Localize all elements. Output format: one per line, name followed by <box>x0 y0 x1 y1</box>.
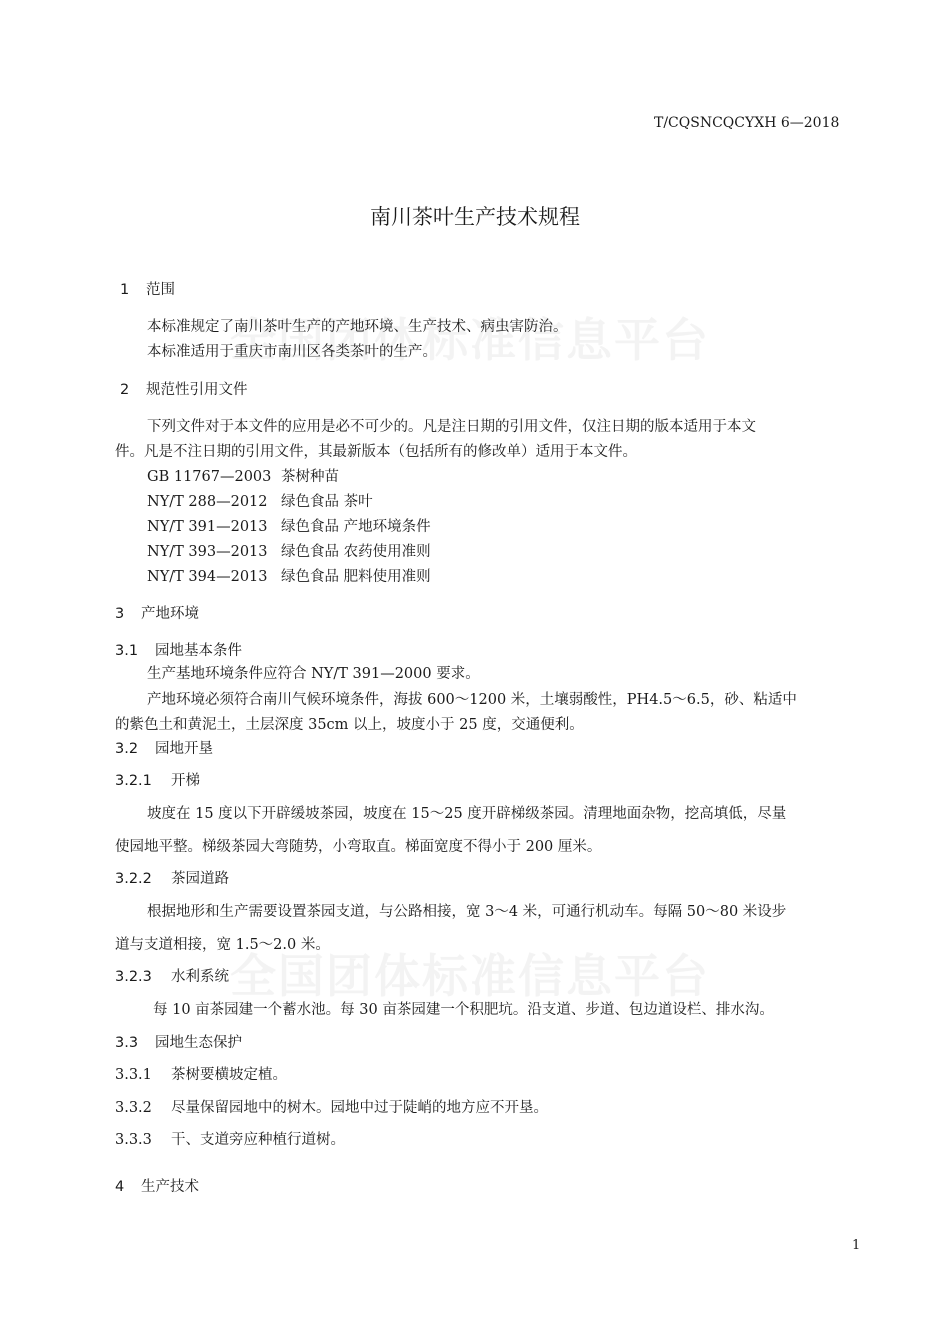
reference-item <box>147 515 431 536</box>
subsection-title: 园地基本条件 <box>155 643 242 659</box>
paragraph: 使园地平整。梯级茶园大弯随势，小弯取直。梯面宽度不得小于 200 厘米。 <box>115 839 602 855</box>
clause-heading <box>115 769 200 790</box>
clause-heading <box>115 965 229 986</box>
reference-code: NY/T 393—2013 <box>147 544 268 560</box>
page-number: 1 <box>852 1238 861 1253</box>
paragraph: 本标准规定了南川茶叶生产的产地环境、生产技术、病虫害防治。 <box>147 319 568 335</box>
subsection-number: 3.2 <box>115 741 139 757</box>
section-number: 3 <box>115 606 125 622</box>
clause-number: 3.3.2 <box>115 1100 152 1116</box>
reference-title: 绿色食品 产地环境条件 <box>281 519 431 535</box>
section-number: 4 <box>115 1179 125 1195</box>
reference-item <box>147 490 373 511</box>
clause-title: 水利系统 <box>171 969 229 985</box>
paragraph: 件。凡是不注日期的引用文件，其最新版本（包括所有的修改单）适用于本文件。 <box>115 444 637 460</box>
clause-number: 3.2.2 <box>115 871 152 887</box>
clause-number: 3.3.3 <box>115 1132 152 1148</box>
clause-number: 3.2.3 <box>115 969 152 985</box>
subsection-number: 3.1 <box>115 643 139 659</box>
clause-number: 3.2.1 <box>115 773 152 789</box>
paragraph: 根据地形和生产需要设置茶园支道，与公路相接，宽 3～4 米，可通行机动车。每隔 50～80 米设步 <box>147 904 787 920</box>
subsection-heading <box>115 737 213 758</box>
subsection-title: 园地开垦 <box>155 741 213 757</box>
reference-code: GB 11767—2003 <box>147 469 272 485</box>
subsection-heading <box>115 639 242 660</box>
subsection-title: 园地生态保护 <box>155 1035 242 1051</box>
section-heading <box>120 378 248 399</box>
reference-item <box>147 565 431 586</box>
section-title: 生产技术 <box>141 1179 199 1195</box>
reference-item <box>147 540 431 561</box>
paragraph: 道与支道相接，宽 1.5～2.0 米。 <box>115 937 330 953</box>
clause-text: 茶树要横坡定植。 <box>171 1067 287 1083</box>
section-heading <box>115 602 199 623</box>
clause-item <box>115 1128 345 1149</box>
reference-title: 绿色食品 茶叶 <box>281 494 373 510</box>
reference-title: 茶树种苗 <box>281 469 339 485</box>
paragraph: 产地环境必须符合南川气候环境条件，海拔 600～1200 米，土壤弱酸性，PH4.5～6.5，砂、粘适中 <box>147 692 797 708</box>
reference-code: NY/T 391—2013 <box>147 519 268 535</box>
reference-code: NY/T 288—2012 <box>147 494 268 510</box>
clause-heading <box>115 867 229 888</box>
section-heading <box>120 278 175 299</box>
subsection-heading <box>115 1031 242 1052</box>
section-title: 产地环境 <box>141 606 199 622</box>
paragraph: 本标准适用于重庆市南川区各类茶叶的生产。 <box>147 344 437 360</box>
section-title: 规范性引用文件 <box>146 382 248 398</box>
clause-title: 茶园道路 <box>171 871 229 887</box>
paragraph: 坡度在 15 度以下开辟缓坡茶园，坡度在 15～25 度开辟梯级茶园。清理地面杂物，挖高填低，尽量 <box>147 806 787 822</box>
reference-title: 绿色食品 农药使用准则 <box>281 544 431 560</box>
clause-item <box>115 1063 287 1084</box>
clause-title: 开梯 <box>171 773 200 789</box>
section-number: 2 <box>120 382 130 398</box>
clause-text: 干、支道旁应种植行道树。 <box>171 1132 345 1148</box>
paragraph: 生产基地环境条件应符合 NY/T 391—2000 要求。 <box>147 666 480 682</box>
standard-code: T/CQSNCQCYXH 6—2018 <box>654 115 840 131</box>
document-title: 南川茶叶生产技术规程 <box>370 205 580 229</box>
section-heading <box>115 1175 199 1196</box>
clause-item <box>115 1096 548 1117</box>
reference-item <box>147 465 339 486</box>
clause-number: 3.3.1 <box>115 1067 152 1083</box>
paragraph: 的紫色土和黄泥土，土层深度 35cm 以上，坡度小于 25 度，交通便利。 <box>115 717 584 733</box>
clause-text: 尽量保留园地中的树木。园地中过于陡峭的地方应不开垦。 <box>171 1100 548 1116</box>
reference-title: 绿色食品 肥料使用准则 <box>281 569 431 585</box>
section-number: 1 <box>120 282 130 298</box>
reference-code: NY/T 394—2013 <box>147 569 268 585</box>
paragraph: 下列文件对于本文件的应用是必不可少的。凡是注日期的引用文件，仅注日期的版本适用于本文 <box>147 419 756 435</box>
subsection-number: 3.3 <box>115 1035 139 1051</box>
section-title: 范围 <box>146 282 175 298</box>
paragraph: 每 10 亩茶园建一个蓄水池。每 30 亩茶园建一个积肥坑。沿支道、步道、包边道设栏、排水沟。 <box>153 1002 774 1018</box>
